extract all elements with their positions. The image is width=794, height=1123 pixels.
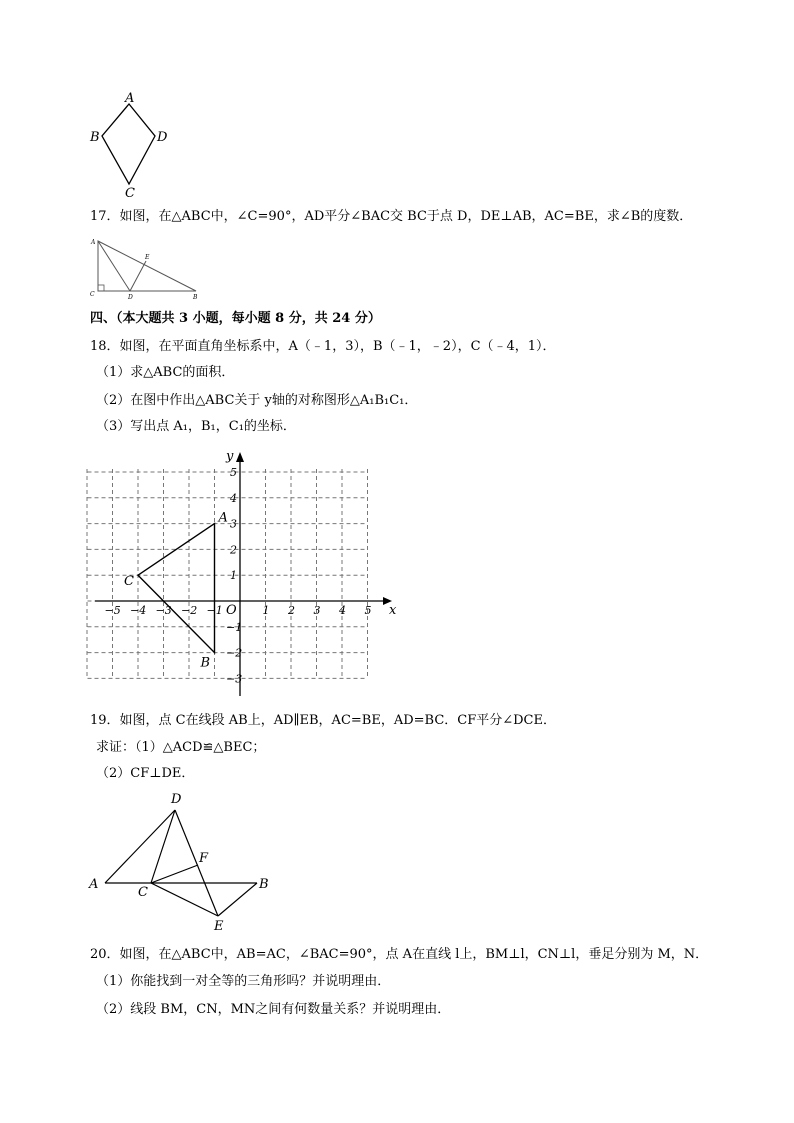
point-label-c: C <box>124 574 134 590</box>
x-tick-label: −5 <box>104 604 121 617</box>
y-tick-label: 5 <box>230 466 237 479</box>
q19-label-c: C <box>138 885 148 900</box>
point-label-b: B <box>200 655 211 671</box>
q18-text: 18．如图，在平面直角坐标系中，A（﹣1，3），B（﹣1，﹣2），C（﹣4，1）． <box>90 339 556 354</box>
q17-label-e: E <box>145 254 150 261</box>
q18-part2: （2）在图中作出△ABC关于 y轴的对称图形△A₁B₁C₁． <box>96 393 418 408</box>
x-tick-label: −4 <box>130 604 147 617</box>
kite-label-a: A <box>125 91 135 106</box>
origin-label: O <box>226 603 237 618</box>
y-tick-label: −3 <box>226 672 243 686</box>
y-tick-label: 3 <box>230 517 237 531</box>
q17-label-c: C <box>90 291 95 298</box>
y-axis-label: y <box>226 449 234 464</box>
q19-label-b: B <box>259 877 269 892</box>
q19-part2: （2）CF⊥DE． <box>96 766 195 781</box>
q17-text: 17．如图，在△ABC中，∠C=90°，AD平分∠BAC交 BC于点 D，DE⊥AB，AC=BE，求∠B的度数． <box>90 209 693 224</box>
q18-part1: （1）求△ABC的面积． <box>96 365 235 380</box>
x-tick-label: 5 <box>364 604 372 617</box>
q19-text: 19．如图，点 C在线段 AB上，AD∥EB，AC=BE，AD=BC．CF平分∠DCE． <box>90 713 556 728</box>
q19-label-d: D <box>171 792 182 807</box>
point-label-a: A <box>218 510 228 526</box>
q18-part3: （3）写出点 A₁，B₁，C₁的坐标． <box>96 419 296 434</box>
q17-label-b: B <box>193 294 198 301</box>
x-tick-label: 4 <box>339 604 346 617</box>
x-tick-label: 3 <box>313 604 321 617</box>
q19-prove: 求证：（1）△ACD≌△BEC； <box>96 740 266 755</box>
q17-label-a: A <box>91 239 96 246</box>
y-tick-label: 4 <box>230 491 237 505</box>
q19-segment-ce <box>151 883 218 916</box>
y-tick-label: 2 <box>230 543 237 557</box>
x-axis-label: x <box>389 603 397 618</box>
y-tick-label: 1 <box>230 569 237 583</box>
q20-part1: （1）你能找到一对全等的三角形吗？并说明理由． <box>96 974 391 989</box>
x-tick-label: −3 <box>155 604 172 617</box>
y-tick-label: −2 <box>226 646 243 660</box>
y-axis-arrow <box>236 452 244 462</box>
section-4-heading: 四、（本大题共 3 小题，每小题 8 分，共 24 分） <box>90 311 381 326</box>
q19-segment-ad <box>105 810 175 883</box>
x-tick-label: −1 <box>206 604 223 617</box>
q19-segment-eb <box>218 883 257 916</box>
y-tick-label: −1 <box>226 620 243 634</box>
q19-figure <box>85 788 285 934</box>
q19-segment-de <box>175 810 218 916</box>
kite-label-d: D <box>157 130 168 145</box>
q19-segment-cf <box>151 865 198 883</box>
kite-label-b: B <box>90 130 100 145</box>
q19-label-f: F <box>199 851 209 866</box>
q17-label-d: D <box>128 294 133 301</box>
triangle-abc <box>138 524 215 653</box>
kite-label-c: C <box>125 186 135 201</box>
x-tick-label: 1 <box>262 604 270 617</box>
q19-label-a: A <box>89 877 99 892</box>
q20-part2: （2）线段 BM，CN，MN之间有何数量关系？并说明理由． <box>96 1002 451 1017</box>
q19-segment-dc <box>151 810 175 883</box>
q19-label-e: E <box>214 919 224 934</box>
x-tick-label: −2 <box>181 604 198 617</box>
q20-text: 20．如图，在△ABC中，AB=AC，∠BAC=90°，点 A在直线 l上，BM⊥l，CN⊥l，垂足分别为 M，N． <box>90 947 709 962</box>
x-tick-label: 2 <box>288 604 295 617</box>
